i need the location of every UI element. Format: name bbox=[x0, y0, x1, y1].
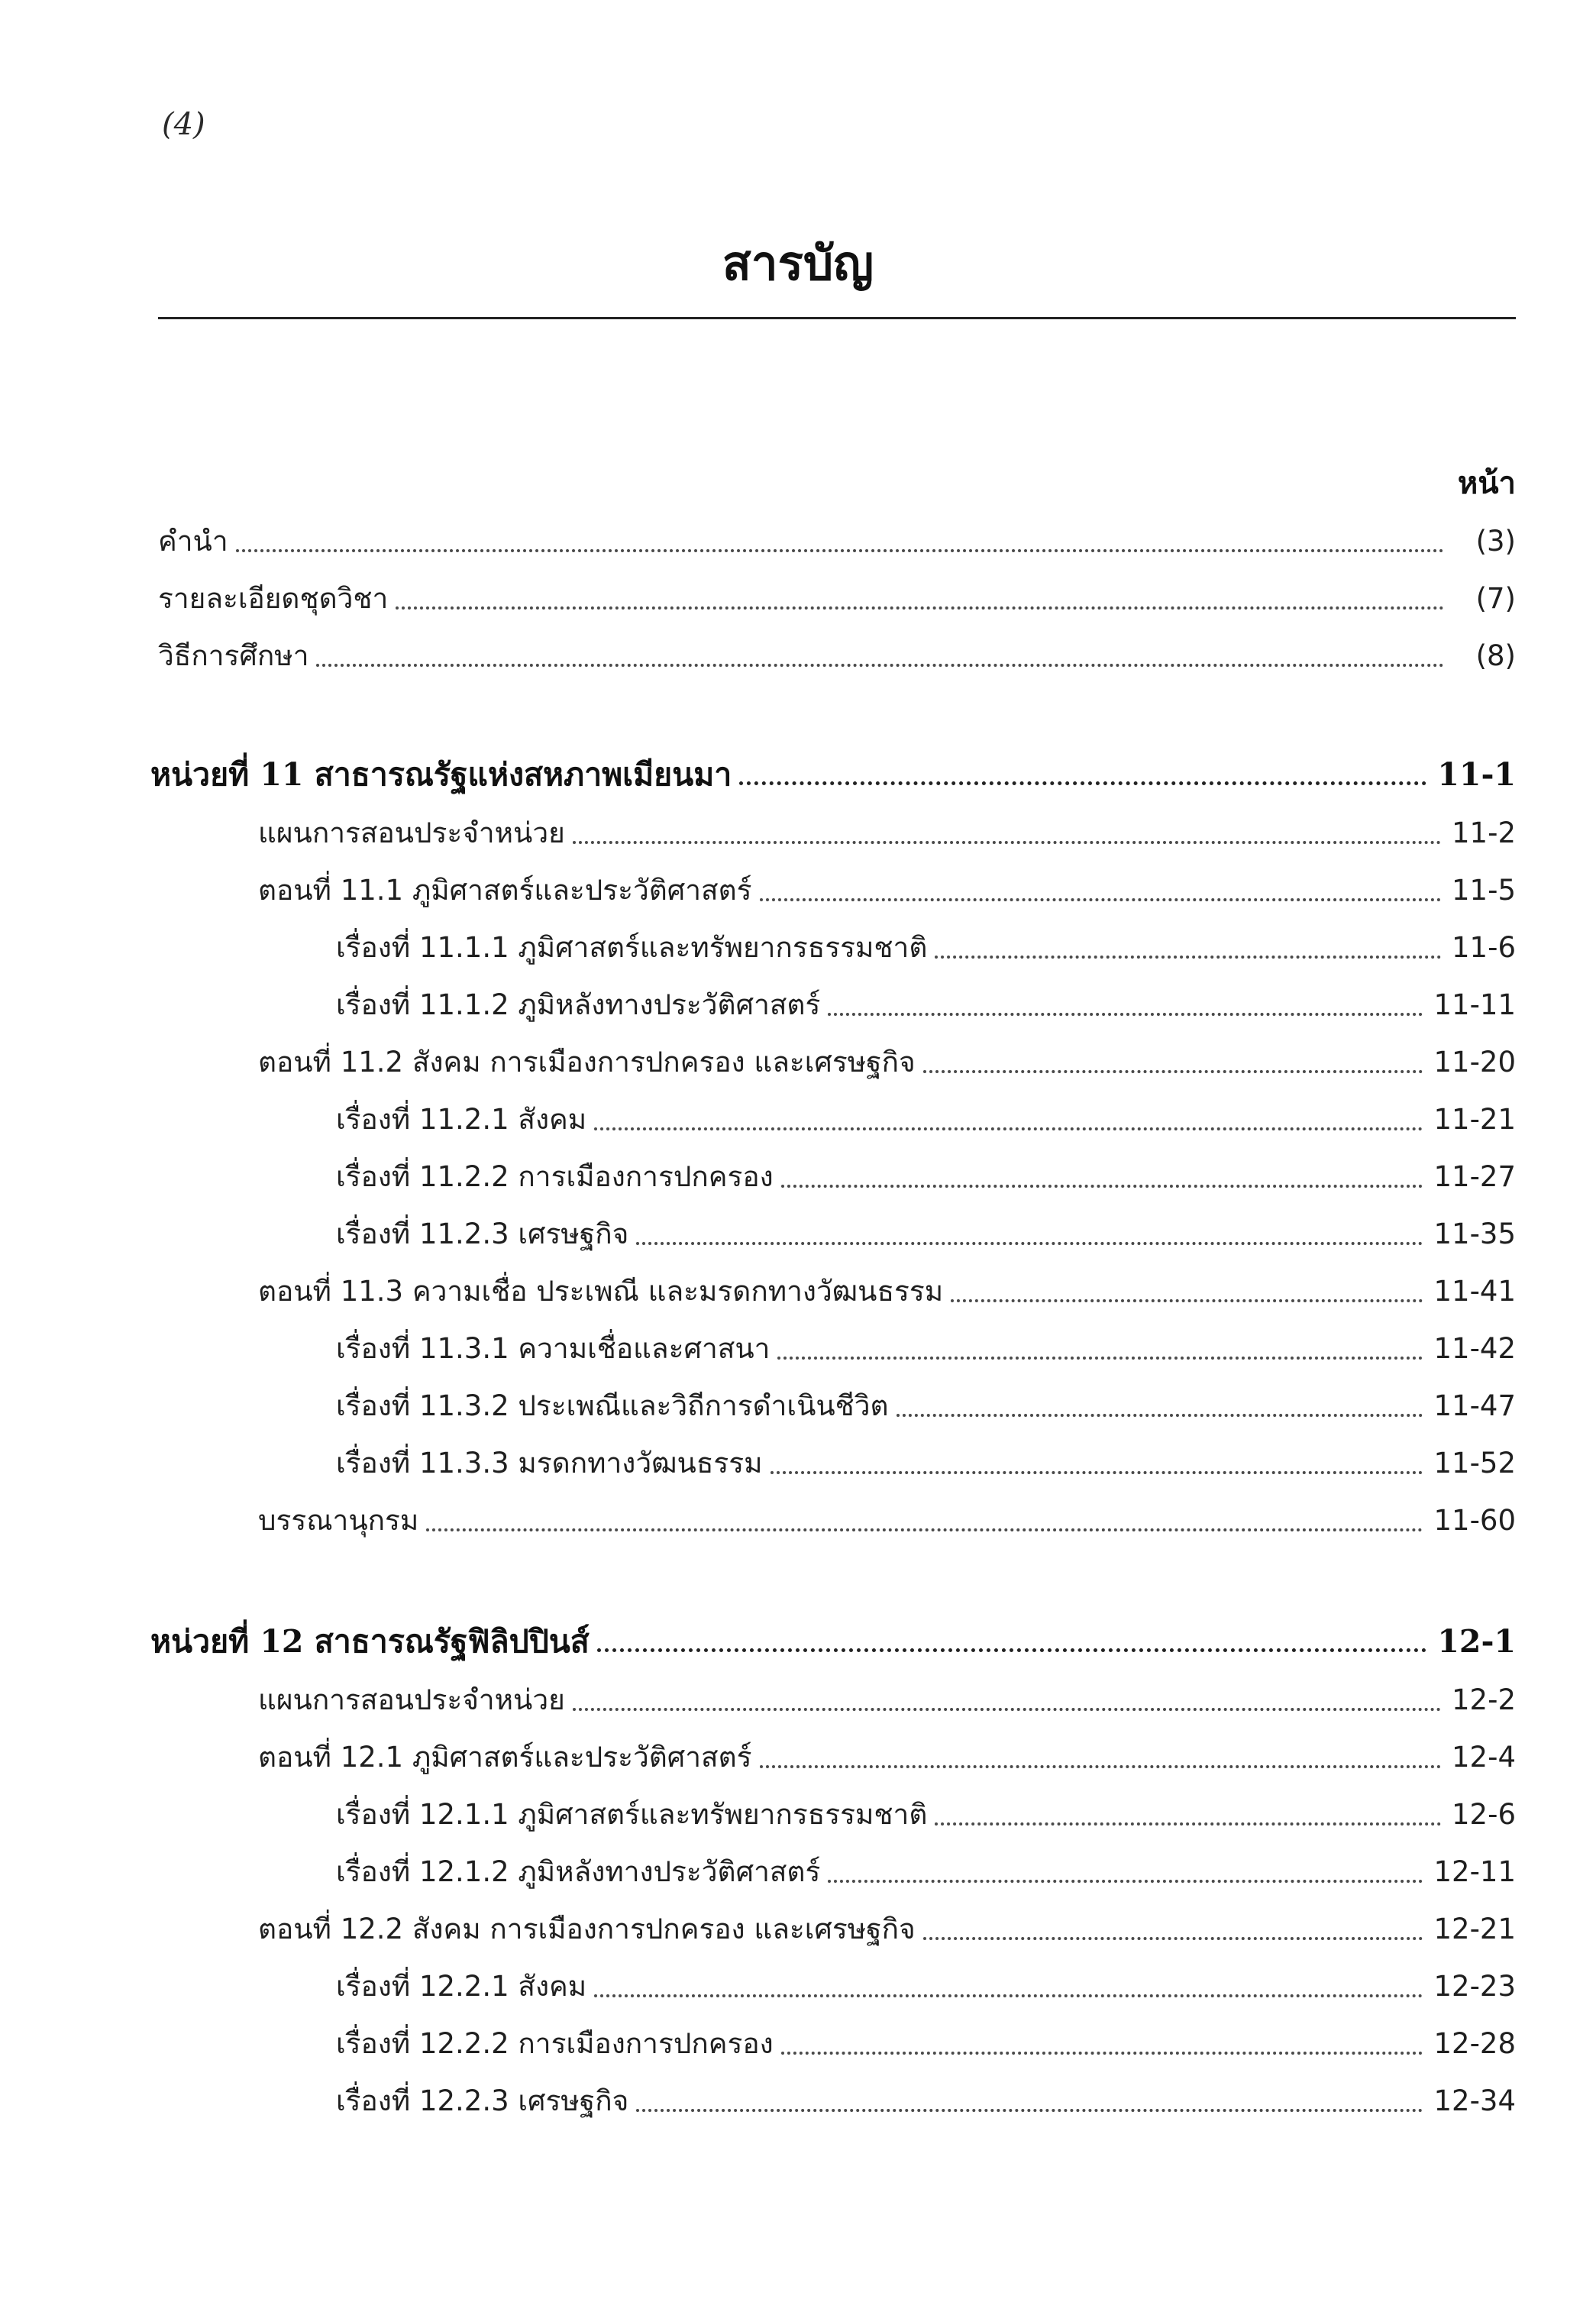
dot-leader bbox=[781, 1185, 1423, 1188]
toc-entry-study-method[interactable] bbox=[158, 634, 1516, 678]
toc-entry-page: 11-41 bbox=[1433, 1275, 1516, 1308]
toc-entry-label: เรื่องที่ 11.1.1 ภูมิศาสตร์และทรัพยากรธรรมชาติ bbox=[336, 931, 928, 964]
toc-entry[interactable] bbox=[336, 1098, 1516, 1142]
toc-entry[interactable] bbox=[258, 1907, 1516, 1952]
toc-entry-page: 12-6 bbox=[1452, 1798, 1516, 1831]
dot-leader bbox=[426, 1528, 1423, 1531]
toc-entry[interactable] bbox=[336, 2022, 1516, 2066]
title-divider bbox=[158, 317, 1516, 319]
toc-entry-page: 11-6 bbox=[1452, 931, 1516, 964]
dot-leader bbox=[897, 1414, 1423, 1417]
dot-leader bbox=[636, 1242, 1423, 1245]
toc-entry-label: ตอนที่ 11.1 ภูมิศาสตร์และประวัติศาสตร์ bbox=[258, 874, 752, 907]
toc-entry[interactable] bbox=[336, 1850, 1516, 1894]
dot-leader bbox=[636, 2109, 1423, 2112]
toc-entry-foreword[interactable] bbox=[158, 519, 1516, 564]
toc-entry-page: 11-47 bbox=[1433, 1389, 1516, 1422]
toc-entry-page: 12-4 bbox=[1452, 1741, 1516, 1774]
toc-entry-label: เรื่องที่ 12.2.2 การเมืองการปกครอง bbox=[336, 2027, 774, 2060]
toc-entry-page: (7) bbox=[1475, 582, 1516, 615]
toc-entry[interactable] bbox=[336, 983, 1516, 1027]
dot-leader bbox=[594, 1994, 1423, 1997]
toc-entry-label: คำนำ bbox=[158, 525, 228, 558]
toc-entry-label: รายละเอียดชุดวิชา bbox=[158, 582, 389, 615]
toc-entry-page: 11-20 bbox=[1433, 1046, 1516, 1079]
toc-entry[interactable] bbox=[258, 868, 1516, 913]
toc-entry-label: เรื่องที่ 12.2.1 สังคม bbox=[336, 1970, 587, 2003]
toc-entry[interactable] bbox=[258, 811, 1516, 855]
dot-leader bbox=[828, 1013, 1423, 1016]
dot-leader bbox=[935, 956, 1441, 959]
toc-entry-page: 11-27 bbox=[1433, 1160, 1516, 1193]
dot-leader bbox=[573, 841, 1441, 844]
toc-entry-course-details[interactable] bbox=[158, 577, 1516, 621]
dot-leader bbox=[828, 1880, 1423, 1883]
toc-unit-11[interactable] bbox=[150, 752, 1516, 797]
toc-entry-label: เรื่องที่ 11.3.3 มรดกทางวัฒนธรรม bbox=[336, 1447, 763, 1480]
toc-entry-label: เรื่องที่ 11.2.2 การเมืองการปกครอง bbox=[336, 1160, 774, 1193]
toc-entry-page: 11-60 bbox=[1433, 1504, 1516, 1537]
toc-entry-label: แผนการสอนประจำหน่วย bbox=[258, 1683, 565, 1716]
toc-unit-label: หน่วยที่ 11 สาธารณรัฐแห่งสหภาพเมียนมา bbox=[150, 756, 732, 793]
toc-entry-label: ตอนที่ 12.1 ภูมิศาสตร์และประวัติศาสตร์ bbox=[258, 1741, 752, 1774]
dot-leader bbox=[923, 1937, 1423, 1940]
toc-entry[interactable] bbox=[336, 1965, 1516, 2009]
toc-entry[interactable] bbox=[336, 1384, 1516, 1428]
toc-entry-page: 11-2 bbox=[1452, 817, 1516, 849]
dot-leader bbox=[935, 1822, 1441, 1826]
dot-leader bbox=[594, 1127, 1423, 1130]
dot-leader bbox=[573, 1708, 1441, 1711]
toc-entry[interactable] bbox=[258, 1735, 1516, 1780]
dot-leader bbox=[739, 781, 1426, 785]
toc-entry-page: 11-52 bbox=[1433, 1447, 1516, 1480]
toc-entry-label: เรื่องที่ 12.2.3 เศรษฐกิจ bbox=[336, 2084, 629, 2117]
toc-entry-page: 11-11 bbox=[1433, 988, 1516, 1021]
toc-entry[interactable] bbox=[258, 1040, 1516, 1085]
toc-entry-label: เรื่องที่ 11.2.3 เศรษฐกิจ bbox=[336, 1218, 629, 1250]
toc-unit-page: 11-1 bbox=[1437, 756, 1516, 793]
toc-entry-page: 12-11 bbox=[1433, 1855, 1516, 1888]
page-number: (4) bbox=[162, 107, 205, 142]
toc-entry-label: แผนการสอนประจำหน่วย bbox=[258, 817, 565, 849]
dot-leader bbox=[236, 549, 1444, 552]
toc-entry-label: เรื่องที่ 11.3.2 ประเพณีและวิถีการดำเนินชีวิต bbox=[336, 1389, 889, 1422]
toc-unit-page: 12-1 bbox=[1437, 1623, 1516, 1660]
toc-entry[interactable] bbox=[258, 1499, 1516, 1543]
toc-entry-page: 11-21 bbox=[1433, 1103, 1516, 1136]
dot-leader bbox=[760, 898, 1441, 901]
toc-entry-label: วิธีการศึกษา bbox=[158, 639, 309, 672]
toc-entry-label: ตอนที่ 11.3 ความเชื่อ ประเพณี และมรดกทางวัฒนธรรม bbox=[258, 1275, 944, 1308]
toc-entry-page: 12-34 bbox=[1433, 2084, 1516, 2117]
dot-leader bbox=[396, 606, 1444, 610]
toc-entry-label: เรื่องที่ 12.1.2 ภูมิหลังทางประวัติศาสตร์ bbox=[336, 1855, 821, 1888]
toc-entry-page: 11-35 bbox=[1433, 1218, 1516, 1250]
dot-leader bbox=[316, 664, 1444, 667]
dot-leader bbox=[760, 1765, 1441, 1768]
dot-leader bbox=[923, 1070, 1423, 1073]
dot-leader bbox=[951, 1299, 1423, 1302]
page-title: สารบัญ bbox=[722, 235, 874, 291]
toc-entry-page: 11-5 bbox=[1452, 874, 1516, 907]
toc-entry-page: 12-28 bbox=[1433, 2027, 1516, 2060]
toc-entry[interactable] bbox=[336, 1793, 1516, 1837]
toc-entry[interactable] bbox=[336, 1212, 1516, 1256]
toc-entry[interactable] bbox=[336, 2079, 1516, 2123]
toc-entry[interactable] bbox=[336, 1441, 1516, 1486]
toc-unit-12[interactable] bbox=[150, 1619, 1516, 1664]
toc-entry-page: (8) bbox=[1475, 639, 1516, 672]
toc-entry-page: 12-21 bbox=[1433, 1913, 1516, 1945]
toc-entry-label: เรื่องที่ 11.2.1 สังคม bbox=[336, 1103, 587, 1136]
toc-entry-label: เรื่องที่ 12.1.1 ภูมิศาสตร์และทรัพยากรธรรมชาติ bbox=[336, 1798, 928, 1831]
toc-entry-page: 11-42 bbox=[1433, 1332, 1516, 1365]
toc-entry[interactable] bbox=[336, 1327, 1516, 1371]
toc-unit-label: หน่วยที่ 12 สาธารณรัฐฟิลิปปินส์ bbox=[150, 1623, 590, 1660]
toc-entry-label: เรื่องที่ 11.1.2 ภูมิหลังทางประวัติศาสตร์ bbox=[336, 988, 821, 1021]
page-column-header: หน้า bbox=[1457, 465, 1516, 501]
dot-leader bbox=[777, 1357, 1423, 1360]
toc-entry[interactable] bbox=[258, 1269, 1516, 1314]
dot-leader bbox=[771, 1471, 1423, 1474]
toc-entry-label: ตอนที่ 12.2 สังคม การเมืองการปกครอง และเศรษฐกิจ bbox=[258, 1913, 916, 1945]
toc-entry-label: ตอนที่ 11.2 สังคม การเมืองการปกครอง และเศรษฐกิจ bbox=[258, 1046, 916, 1079]
toc-entry[interactable] bbox=[336, 926, 1516, 970]
toc-entry-page: (3) bbox=[1475, 525, 1516, 558]
toc-entry-page: 12-2 bbox=[1452, 1683, 1516, 1716]
toc-entry[interactable] bbox=[336, 1155, 1516, 1199]
dot-leader bbox=[597, 1648, 1427, 1652]
toc-entry-label: บรรณานุกรม bbox=[258, 1504, 419, 1537]
toc-entry[interactable] bbox=[258, 1678, 1516, 1722]
toc-entry-page: 12-23 bbox=[1433, 1970, 1516, 2003]
toc-entry-label: เรื่องที่ 11.3.1 ความเชื่อและศาสนา bbox=[336, 1332, 771, 1365]
dot-leader bbox=[781, 2052, 1423, 2055]
